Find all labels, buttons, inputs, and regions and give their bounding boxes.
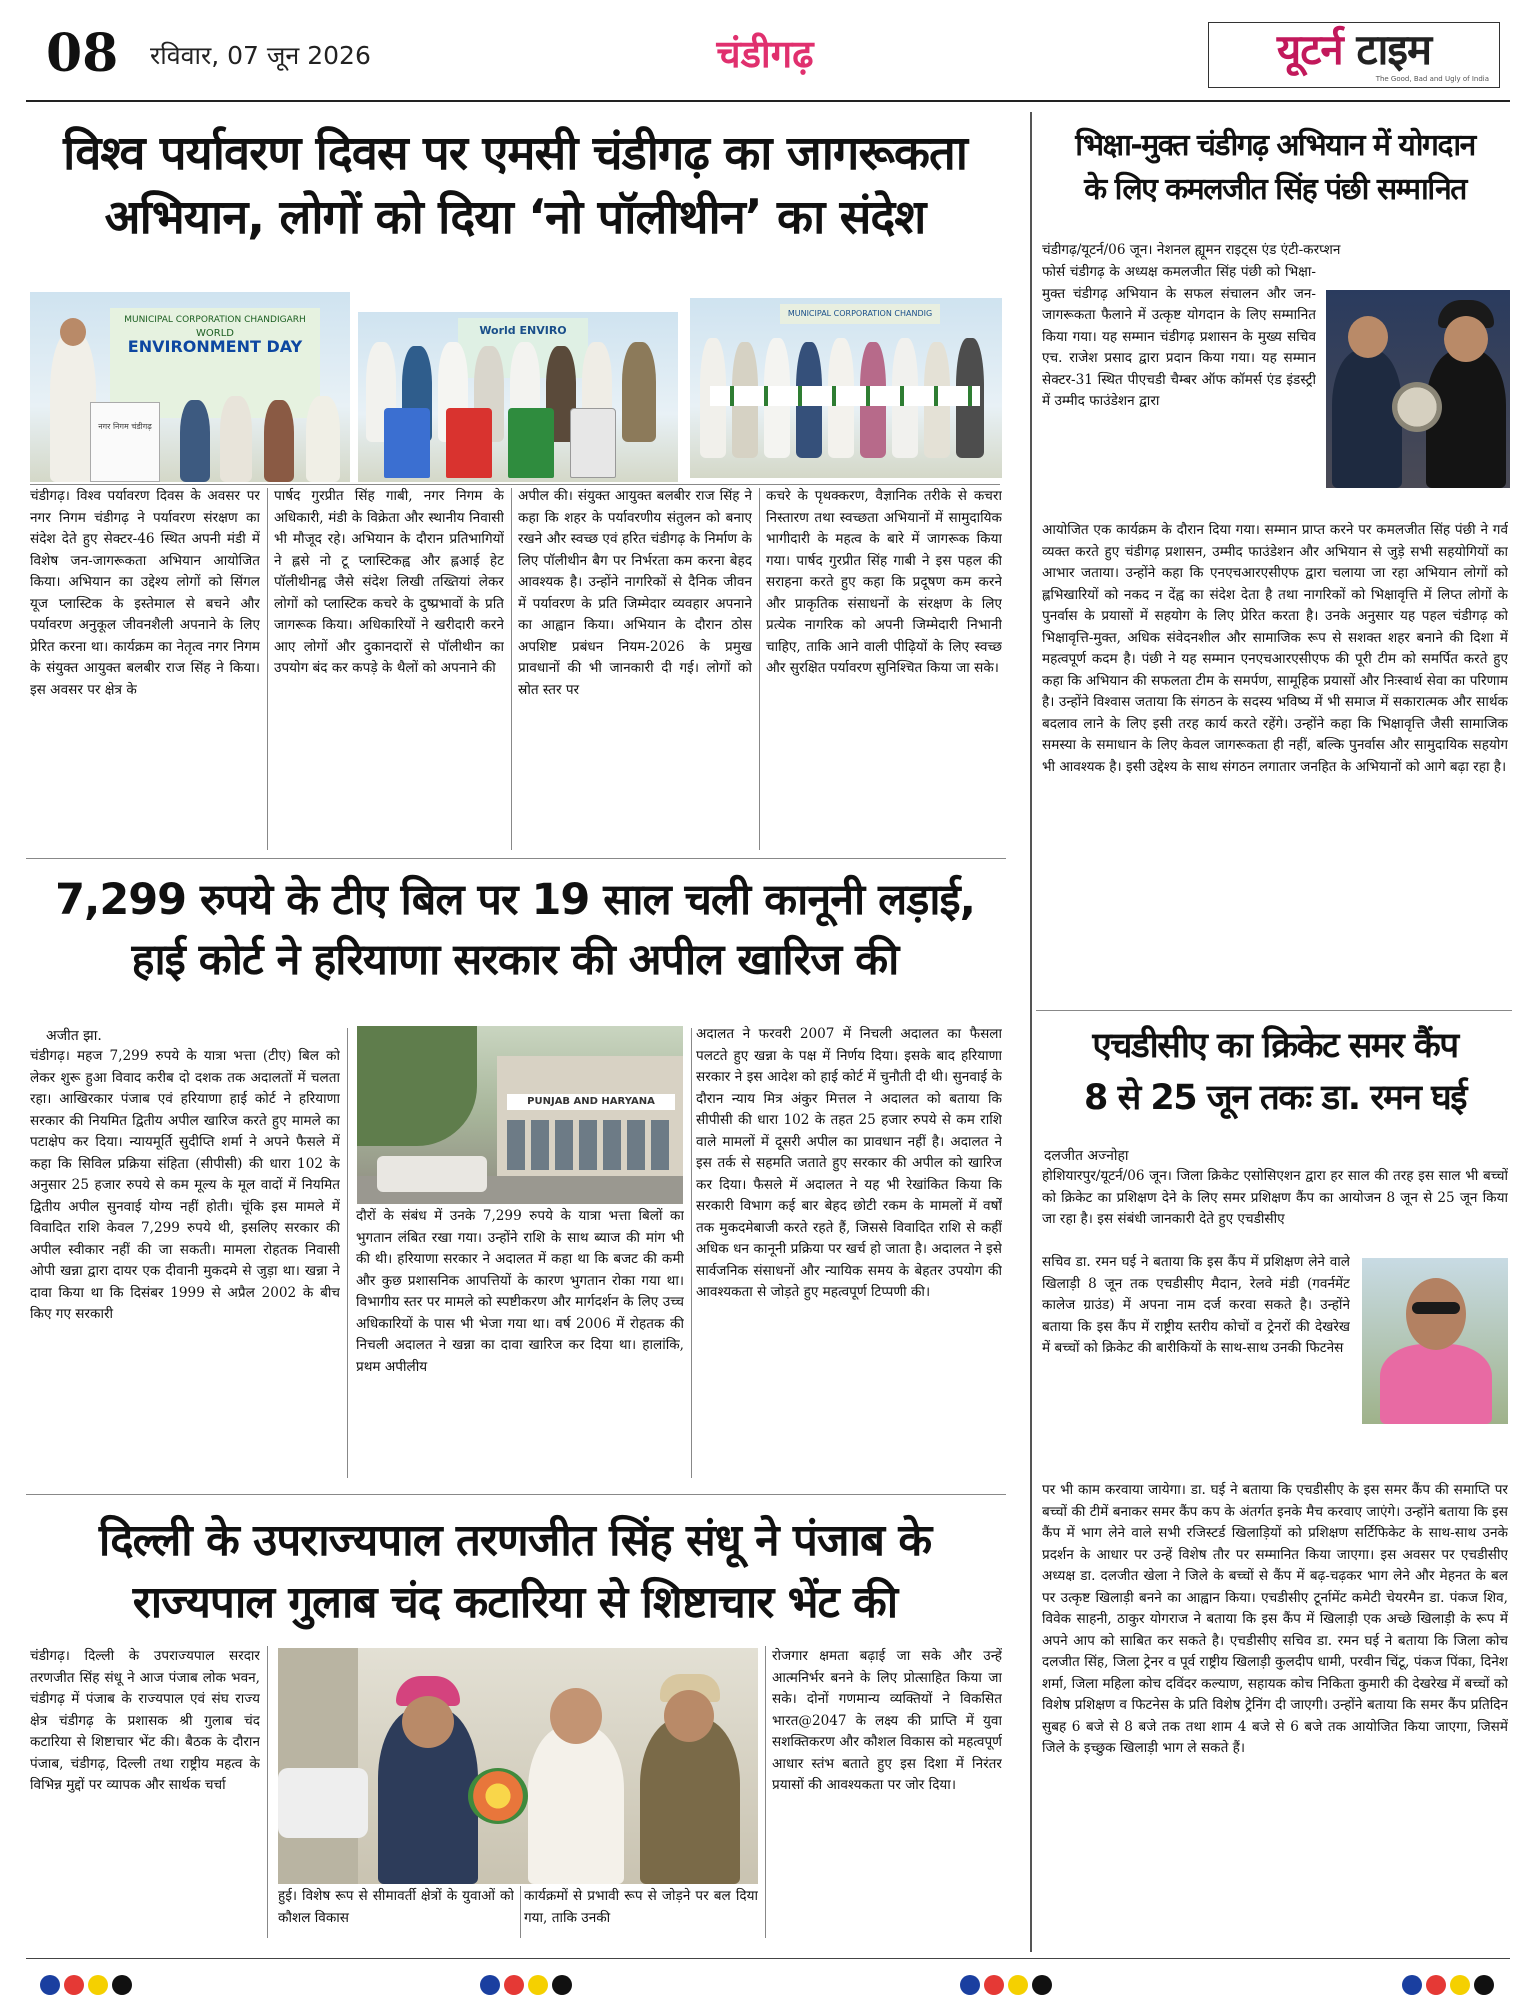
masthead-name-part1: यूटर्न [1276,25,1343,74]
bus [377,1156,487,1192]
story4-headline-line1: भिक्षा-मुक्त चंडीगढ़ अभियान में योगदान [1075,128,1475,163]
color-dot [1426,1975,1446,1995]
story3-column-2: हुई। विशेष रूप से सीमावर्ती क्षेत्रों के युवाओं को कौशल विकास [278,1888,514,1926]
podium: नगर निगम चंडीगढ़ [90,402,160,482]
awardee-head [1444,316,1488,362]
story4-headline-line2: के लिए कमलजीत सिंह पंछी सम्मानित [1084,172,1466,207]
color-dot [480,1975,500,1995]
story3-column-3: कार्यक्रमों से प्रभावी रूप से जोड़ने पर बल दिया गया, ताकि उनकी [524,1888,758,1926]
color-dot [984,1975,1004,1995]
story1-photo-2 [358,312,678,482]
story1-column-2: पार्षद गुरप्रीत सिंह गाबी, नगर निगम के अधिकारी, मंडी के विक्रेता और स्थानीय निवासी भी मौजूद रहे। अभियान के दौरान प्रतिभागियों ने ह्लसे नो टू प्लास्टिकह्व और ह्लआई हेट पॉलीथीनह्व जैसे संदेश लिखी तख्तियां लेकर लोगों को प्लास्टिक कचरे के दुष्प्रभावों के प्रति जागरूक किया। अधिकारियों ने खरीदारी करने आए लोगों और दुकानदारों से पॉलीथीन का उपयोग बंद कर कपड़े के थैलों को अपनाने की [274,488,504,676]
column-rule [267,488,268,850]
person-head [1406,1278,1466,1350]
color-dot [552,1975,572,1995]
color-dot [1474,1975,1494,1995]
header-rule [26,100,1510,102]
story2-headline-line1: 7,299 रुपये के टीए बिल पर 19 साल चली कानूनी लड़ाई, [55,875,975,925]
car [278,1768,368,1838]
person-shirt [1380,1344,1492,1424]
audience-figure [220,396,252,482]
footer-rule [26,1958,1510,1959]
story3-headline [30,1510,1000,1634]
flower-bouquet [468,1768,528,1824]
story3-meeting-photo [278,1648,758,1884]
masthead-tagline: The Good, Bad and Ugly of India [1375,75,1489,83]
story2-court-photo [357,1026,683,1204]
masthead-name-part2: टाइम [1342,25,1432,74]
story5-headline [1040,1020,1510,1124]
story5-wrap-text: सचिव डा. रमन घई ने बताया कि इस कैंप में प्रशिक्षण लेने वाले खिलाड़ी 8 जून तक एचडीसीए मैदान, रेलवे मंडी (गवर्नमेंट कालेज ग्राउंड) में अपना नाम दर्ज करवा सकते है। उन्होंने बताया कि इस कैंप में राष्ट्रीय स्तरीय कोचों व ट्रेनरों की देखरेख में बच्चों को क्रिकेट की बारीकियों के साथ-साथ उनकी फिटनेस [1042,1254,1350,1356]
story3-headline-line2: राज्यपाल गुलाब चंद कटारिया से शिष्टाचार भेंट की [132,1577,898,1628]
police-officer-figure [622,342,656,442]
story-divider [26,858,1006,859]
column-rule [347,1028,348,1478]
memento [1392,382,1442,432]
story1-headline-line1: विश्व पर्यावरण दिवस पर एमसी चंडीगढ़ का जागरूकता [63,126,967,181]
story4-award-photo [1326,290,1510,488]
story1-photo-1 [30,292,350,482]
color-dot [1402,1975,1422,1995]
masthead-logo [1208,22,1500,88]
color-dot [960,1975,980,1995]
court-sign: PUNJAB AND HARYANA [507,1094,675,1110]
story4-intro: चंडीगढ़/यूटर्न/06 जून। नेशनल ह्यूमन राइट्स एंड एंटी-करप्शन [1042,242,1341,258]
color-dot [112,1975,132,1995]
story5-intro: होशियारपुर/यूटर्न/06 जून। जिला क्रिकेट एसोसिएशन द्वारा हर साल की तरह इस साल भी बच्चों को क्रिकेट का प्रशिक्षण देने के लिए समर प्रशिक्षण कैंप का आयोजन 8 जून से 25 जून किया जा रहा है। इस संबंधी जानकारी देते हुए एचडीसीए [1042,1168,1508,1227]
environment-banner: World ENVIRO [458,318,588,378]
court-windows [507,1120,675,1170]
story2-byline: अजीत झा. [46,1028,102,1044]
banner-org-name: MUNICIPAL CORPORATION CHANDIGARH [124,315,306,325]
right-column-rule [1030,112,1032,1952]
color-dot [64,1975,84,1995]
story1-column-4: कचरे के पृथक्करण, वैज्ञानिक तरीके से कचरा निस्तारण तथा स्वच्छता अभियानों में सामुदायिक भागीदारी के महत्व के बारे में जागरूक किया गया। पार्षद गुरप्रीत सिंह गाबी ने इस पहल की सराहना करते हुए कहा कि प्रदूषण कम करने और प्राकृतिक संसाधनों के संरक्षण के लिए प्रत्येक नागरिक को अपनी जिम्मेदारी निभानी चाहिए, ताकि आने वाली पीढ़ियों के लिए स्वच्छ और सुरक्षित पर्यावरण सुनिश्चित किया जा सके। [766,488,1002,676]
color-dot [504,1975,524,1995]
story4-body: आयोजित एक कार्यक्रम के दौरान दिया गया। सम्मान प्राप्त करने पर कमलजीत सिंह पंछी ने गर्व व्यक्त करते हुए चंडीगढ़ प्रशासन, उम्मीद फाउंडेशन और अभियान से जुड़े सभी सहयोगियों का आभार जताया। उन्होंने कहा कि एनएचआरएसीएफ द्वारा चलाया जा रहा अभियान लोगों को ह्लभिखारियों को नकद न देंह्व का संदेश देता है तथा नागरिकों को भिक्षावृत्ति में लिप्त लोगों के पुनर्वास के प्रयासों में सहयोग के लिए प्रेरित करता है। उनके अनुसार यह पहल चंडीगढ़ को भिक्षावृत्ति-मुक्त, अधिक संवेदनशील और सामाजिक रूप से सशक्त शहर बनाने की दिशा में महत्वपूर्ण कदम है। पंछी ने यह सम्मान एनएचआरएसीएफ की पूरी टीम को समर्पित करते हुए कहा कि अभियान की सफलता टीम के समर्पण, सामूहिक प्रयासों और निःस्वार्थ सेवा का परिणाम है। उन्होंने विश्वास जताया कि संगठन के सदस्य भविष्य में भी समाज में सकारात्मक और सार्थक बदलाव लाने के लिए इसी तरह कार्य करते रहेंगे। उन्होंने कहा कि भिक्षावृत्ति जैसी सामाजिक समस्या के समाधान के लिए केवल जागरूकता ही नहीं, बल्कि पुनर्वास और सामुदायिक सहयोग भी आवश्यक है। इसी उद्देश्य के साथ संगठन लगातार जनहित के अभियानों को आगे बढ़ा रहा है। [1042,522,1508,775]
lt-governor-head [402,1696,454,1748]
story5-byline: दलजीत अज्नोहा [1044,1148,1129,1164]
corporation-banner: MUNICIPAL CORPORATION CHANDIG [780,304,940,324]
story4-headline [1040,124,1510,212]
official-head [1348,316,1388,358]
page-number: 08 [46,23,119,84]
story3-column-1: चंडीगढ़। दिल्ली के उपराज्यपाल सरदार तरणजीत सिंह संधू ने आज पंजाब लोक भवन, चंडीगढ़ में पंजाब के राज्यपाल एवं संघ राज्य क्षेत्र चंडीगढ़ के प्रशासक श्री गुलाब चंद कटारिया से शिष्टाचार भेंट की। बैठक के दौरान पंजाब, चंडीगढ़, दिल्ली तथा राष्ट्रीय महत्व के विभिन्न मुद्दों पर व्यापक और सार्थक चर्चा [30,1648,260,1793]
column-rule [759,488,760,850]
dustbin-green [508,408,554,478]
story3-headline-line1: दिल्ली के उपराज्यपाल तरणजीत सिंह संधू ने पंजाब के [98,1515,932,1566]
color-dot [40,1975,60,1995]
color-dot [1008,1975,1028,1995]
banner-world: WORLD [196,328,234,339]
sunglasses [1412,1302,1460,1314]
story2-headline [30,870,1000,990]
story2-headline-line2: हाई कोर्ट ने हरियाणा सरकार की अपील खारिज की [131,935,899,985]
story2-column-2: दौरों के संबंध में उनके 7,299 रुपये के यात्रा भत्ता बिलों का भुगतान लंबित रखा गया। उन्होंने राशि के साथ ब्याज की मांग भी की थी। हरियाणा सरकार ने अदालत में कहा था कि बजट की कमी और कुछ प्रशासनिक आपत्तियों के कारण भुगतान रोका गया था। विभागीय स्तर पर मामले को स्पष्टीकरण और मार्गदर्शन के लिए उच्च अधिकारियों के पास भी भेजा गया था। वर्ष 2006 में रोहतक की निचली अदालत ने खन्ना का दावा खारिज कर दिया था। हालांकि, प्रथम अपीलीय [356,1208,684,1375]
story2-column-1: चंडीगढ़। महज 7,299 रुपये के यात्रा भत्ता (टीए) बिल को लेकर शुरू हुआ विवाद करीब दो दशक तक अदालतों में चलता रहा। आखिरकार पंजाब एवं हरियाणा हाई कोर्ट ने हरियाणा सरकार की नियमित द्वितीय अपील खारिज करते हुए मामले का पटाक्षेप कर दिया। न्यायमूर्ति सुदीप्ति शर्मा ने अपने फैसले में कहा कि सिविल प्रक्रिया संहिता (सीपीसी) की धारा 102 के अनुसार 25 हजार रुपये से कम मूल्य के मूल वादों में नियमित द्वितीय अपील सुनवाई योग्य नहीं होती। चूंकि इस मामले में विवादित राशि केवल 7,299 रुपये थी, इसलिए सरकार की अपील स्वीकार नहीं की जा सकती। मामला रोहतक निवासी ओपी खन्ना द्वारा दायर एक दीवानी मुकदमे से जुड़ा था। खन्ना ने दावा किया था कि दिसंबर 1999 से अप्रैल 2002 के बीच किए गए सरकारी [30,1048,340,1322]
speaker-head [60,318,86,346]
banner-title: ENVIRONMENT DAY [127,337,303,356]
official-figure [1332,350,1402,488]
story1-column-3: अपील की। संयुक्त आयुक्त बलबीर राज सिंह ने कहा कि शहर के पर्यावरणीय संतुलन को बनाए रखने और स्वच्छ एवं हरित चंडीगढ़ के निर्माण के लिए पॉलीथीन बैग पर निर्भरता कम करना बेहद आवश्यक है। उन्होंने नागरिकों से दैनिक जीवन में पर्यावरण के प्रति जिम्मेदार व्यवहार अपनाने का आह्वान किया। अभियान के दौरान ठोस अपशिष्ट प्रबंधन नियम-2026 के प्रमुख प्रावधानों की भी जानकारी दी गई। लोगों को स्रोत स्तर पर [518,488,752,698]
story1-photo-rule [30,484,1000,485]
story5-headline-line1: एचडीसीए का क्रिकेट समर कैंप [1092,1026,1458,1066]
audience-figure [306,396,340,482]
story1-headline-line2: अभियान, लोगों को दिया ‘नो पॉलीथीन’ का संदेश [104,190,926,245]
governor-head [550,1688,602,1744]
story4-wrap-text: फोर्स चंडीगढ़ के अध्यक्ष कमलजीत सिंह पंछी को भिक्षा-मुक्त चंडीगढ़ अभियान के सफल संचालन और जन-जागरूकता फैलाने में उत्कृष्ट योगदान के लिए सम्मानित किया गया। यह सम्मान चंडीगढ़ प्रशासन के मुख्य सचिव एच. राजेश प्रसाद द्वारा प्रदान किया गया। यह सम्मान सेक्टर-31 स्थित पीएचडी चैम्बर ऑफ कॉमर्स एंड इंडस्ट्री में उम्मीद फाउंडेशन द्वारा [1042,264,1316,409]
color-dot [528,1975,548,1995]
police-officer-figure [640,1718,740,1884]
column-rule [511,488,512,850]
color-dot [88,1975,108,1995]
color-dot [1450,1975,1470,1995]
color-dot [1032,1975,1052,1995]
column-rule [691,1028,692,1478]
story5-portrait-photo [1362,1258,1508,1424]
story3-column-4: रोजगार क्षमता बढ़ाई जा सके और उन्हें आत्मनिर्भर बनने के लिए प्रोत्साहित किया जा सके। दोनों गणमान्य व्यक्तियों ने विकसित भारत@2047 के लक्ष्य की प्राप्ति में युवा सशक्तिकरण और कौशल विकास को महत्वपूर्ण आधार स्तंभ बताते हुए इस दिशा में निरंतर प्रयासों की आवश्यकता पर जोर दिया। [772,1648,1002,1793]
story-divider [1036,1010,1512,1011]
audience-figure [180,400,210,482]
story2-column-3: अदालत ने फरवरी 2007 में निचली अदालत का फैसला पलटते हुए खन्ना के पक्ष में निर्णय दिया। इसके बाद हरियाणा सरकार ने इस आदेश को हाई कोर्ट में चुनौती दी थी। सुनवाई के दौरान न्याय मित्र अंकुर मित्तल ने अदालत को बताया कि सीपीसी की धारा 102 के तहत 25 हजार रुपये से कम राशि वाले मामलों में दूसरी अपील का प्रावधान नहीं है। अदालत ने इस तर्क से सहमति जताते हुए सरकार की अपील को खारिज कर दिया। फैसले में अदालत ने यह भी रेखांकित किया कि सरकारी विभाग कई बार बेहद छोटी रकम के मामलों में वर्षों तक मुकदमेबाजी करते रहते हैं, जिससे विवादित राशि से कहीं अधिक धन कानूनी प्रक्रिया पर खर्च हो जाता है। अदालत ने इसे सार्वजनिक संसाधनों और न्यायिक समय के बेहतर उपयोग की आवश्यकता से जोड़ते हुए महत्वपूर्ण टिप्पणी की। [696,1026,1002,1300]
story1-photo-3 [690,298,1002,478]
background-wall [278,1648,358,1884]
masthead-name [1209,27,1499,73]
tree-foliage [357,1026,477,1146]
story-divider [26,1494,1006,1495]
placards-row [710,386,980,406]
column-rule [520,1886,521,1938]
story1-headline [30,122,1000,250]
section-city-label: चंडीगढ़ [716,32,814,76]
governor-figure [528,1726,624,1884]
dustbin-blue [384,408,430,478]
story5-headline-line2: 8 से 25 जून तकः डा. रमन घई [1084,1078,1466,1118]
audience-figure [264,400,294,482]
column-rule [267,1646,268,1938]
dustbin-grey [570,408,616,478]
story1-column-1: चंडीगढ़। विश्व पर्यावरण दिवस के अवसर पर नगर निगम चंडीगढ़ ने पर्यावरण संरक्षण का संदेश देते हुए सेक्टर-46 स्थित अपनी मंडी में विशेष जन-जागरूकता अभियान आयोजित किया। अभियान का उद्देश्य लोगों को सिंगल यूज प्लास्टिक के इस्तेमाल से बचने और पर्यावरण अनुकूल जीवनशैली अपनाने के लिए प्रेरित करना था। कार्यक्रम का नेतृत्व नगर निगम के संयुक्त आयुक्त बलबीर राज सिंह ने किया। इस अवसर पर क्षेत्र के [30,488,260,698]
column-rule [765,1646,766,1938]
story5-body: पर भी काम करवाया जायेगा। डा. घई ने बताया कि एचडीसीए के इस समर कैंप की समाप्ति पर बच्चों की टीमें बनाकर समर कैंप कप के अंतर्गत इनके मैच करवाए जाएंगे। उन्होंने बताया कि इस कैंप में भाग लेने वाले सभी रजिस्टर्ड खिलाड़ियों को प्रशिक्षण सर्टिफिकेट के साथ-साथ उनके प्रदर्शन के आधार पर उन्हें विशेष तौर पर सम्मानित किया जाएगा। इस अवसर पर एचडीसीए अध्यक्ष डा. दलजीत खेला ने जिले के बच्चों से कैंप में बढ़-चढ़कर भाग लेने और मेहनत के बल पर उत्कृष्ट खिलाड़ी बनने का आह्वान किया। एचडीसीए टूर्नामेंट कमेटी चेयरमैन डा. पंकज शिव, विवेक साहनी, ठाकुर योगराज ने बताया कि इस कैंप में खिलाड़ी एक अच्छे खिलाड़ी के रूप में अपने आप को साबित कर सकते है। एचडीसीए सचिव डा. रमन घई ने बताया कि जिला कोच दलजीत सिंह, जिला ट्रेनर व पूर्व राष्ट्रीय खिलाड़ी कुलदीप धामी, परवीन चिंटू, पंकज पिंका, दिनेश शर्मा, जिला महिला कोच दविंदर कल्याण, सहायक कोच निकिता कुमारी की देखरेख में बच्चों को विशेष प्रशिक्षण व फिटनेस के प्रति विशेष ट्रेनिंग दी जाएगी। उन्होंने बताया कि समर कैंप प्रतिदिन सुबह 6 बजे से 8 बजे तक तथा शाम 4 बजे से 6 बजे तक आयोजित किया जाएगा, जिसमें जिले के इच्छुक खिलाड़ी भाग ले सकते हैं। [1042,1482,1508,1756]
issue-date: रविवार, 07 जून 2026 [150,41,371,70]
officer-head [664,1690,714,1742]
dustbin-red [446,408,492,478]
